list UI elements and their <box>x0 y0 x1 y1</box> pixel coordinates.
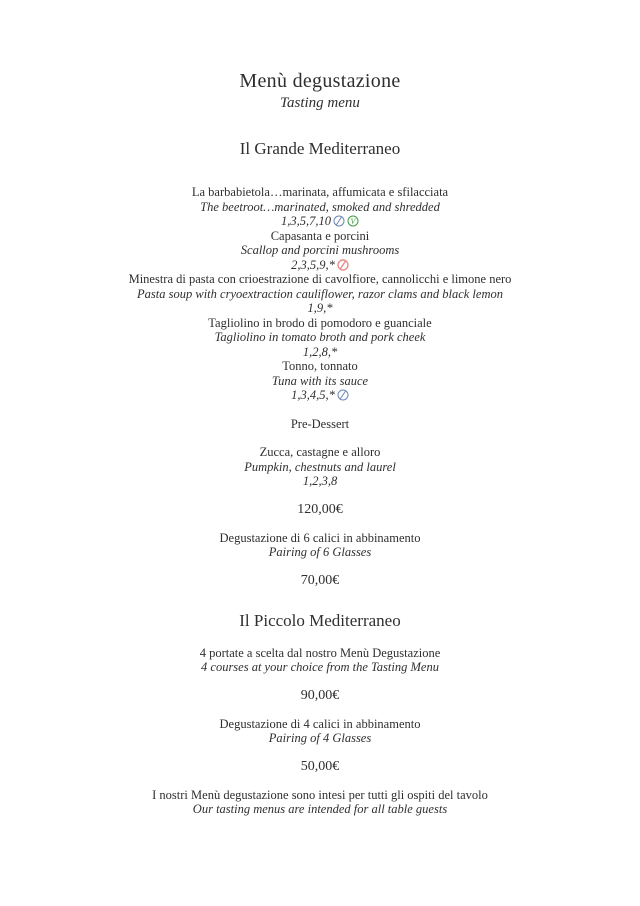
course-name-en: Pumpkin, chestnuts and laurel <box>244 459 396 474</box>
course-name-it: Capasanta e porcini <box>270 228 370 243</box>
piccolo-pairing-price: 50,00€ <box>300 758 340 774</box>
allergen-numbers: 1,9,* <box>307 301 333 315</box>
course-name-it: Tagliolino in brodo di pomodoro e guanciale <box>208 315 432 330</box>
course-name-it: La barbabietola…marinata, affumicata e sfilacciata <box>191 185 449 199</box>
vegetarian-icon <box>347 215 359 227</box>
grande-menu-price: 120,00€ <box>297 501 343 517</box>
description-it: 4 portate a scelta dal nostro Menù Degustazione <box>199 645 441 660</box>
allergen-numbers: 2,3,5,9,* <box>291 257 335 272</box>
course-allergens <box>0 301 640 316</box>
allergen-numbers: 1,3,5,7,10 <box>281 214 331 228</box>
grande-pairing-price: 70,00€ <box>300 572 340 588</box>
svg-text:V: V <box>350 217 356 226</box>
footer-note <box>0 788 640 817</box>
pairing-en: Pairing of 4 Glasses <box>268 731 372 745</box>
section-heading-grande: Il Grande Mediterraneo <box>239 139 401 158</box>
course-allergens <box>0 258 640 273</box>
allergen-numbers: 1,3,4,5,* <box>291 388 335 402</box>
slashed-circle-icon <box>337 389 349 401</box>
allergen-numbers: 1,2,3,8 <box>302 474 338 488</box>
allergen-numbers: 1,2,8,* <box>302 344 338 359</box>
piccolo-pairing <box>0 717 640 746</box>
page-subtitle: Tasting menu <box>280 95 360 111</box>
course-name-en: Tagliolino in tomato broth and pork cheek <box>214 330 426 344</box>
course-allergens <box>0 388 640 403</box>
course-allergens <box>0 214 640 229</box>
pairing-it: Degustazione di 4 calici in abbinamento <box>219 716 421 731</box>
slashed-circle-icon <box>337 259 349 271</box>
course-name-en: Pasta soup with cryoextraction cauliflower, razor clams and black lemon <box>137 286 503 301</box>
section-heading-piccolo: Il Piccolo Mediterraneo <box>239 610 401 630</box>
description-en: 4 courses at your choice from the Tasting Menu <box>201 660 439 674</box>
course-allergens <box>0 474 640 489</box>
pairing-en: Pairing of 6 Glasses <box>268 545 372 559</box>
footer-note-en: Our tasting menus are intended for all table guests <box>192 802 448 816</box>
course-name-it: Tonno, tonnato <box>282 359 358 373</box>
piccolo-description <box>0 646 640 675</box>
grande-pairing <box>0 531 640 560</box>
footer-note-it: I nostri Menù degustazione sono intesi per tutti gli ospiti del tavolo <box>152 787 488 802</box>
course-name-it: Zucca, castagne e alloro <box>259 445 381 459</box>
course-allergens <box>0 345 640 360</box>
interlude-label: Pre-Dessert <box>290 416 350 431</box>
course-name-en: The beetroot…marinated, smoked and shredded <box>200 199 440 214</box>
course-name-en: Tuna with its sauce <box>271 373 369 388</box>
dessert-course <box>0 445 640 489</box>
course-name-en: Scallop and porcini mushrooms <box>240 243 400 257</box>
grande-course-list <box>0 185 640 489</box>
pairing-it: Degustazione di 6 calici in abbinamento <box>219 530 421 545</box>
course-name-it: Minestra di pasta con crioestrazione di cavolfiore, cannolicchi e limone nero <box>128 272 512 286</box>
piccolo-menu-price: 90,00€ <box>300 687 340 703</box>
slashed-circle-icon <box>333 215 345 227</box>
page-title: Menù degustazione <box>239 70 401 92</box>
